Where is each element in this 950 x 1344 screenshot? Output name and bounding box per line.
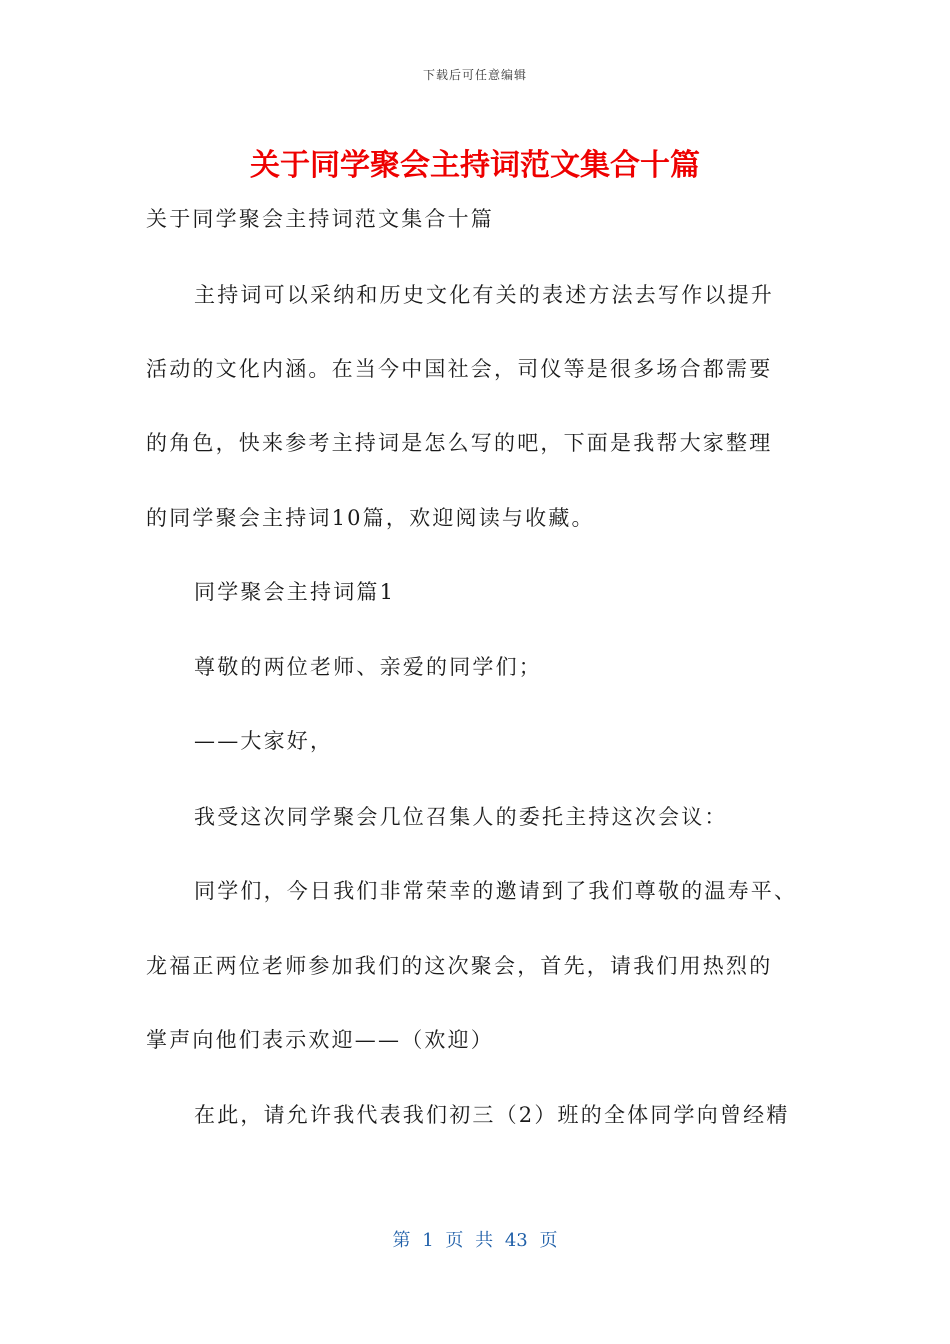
paragraph-line: 在此，请允许我代表我们初三（2）班的全体同学向曾经精 bbox=[194, 1103, 790, 1127]
paragraph-line: 的同学聚会主持词10篇，欢迎阅读与收藏。 bbox=[146, 506, 595, 530]
paragraph-line: ——大家好， bbox=[194, 729, 334, 753]
paragraph-line: 我受这次同学聚会几位召集人的委托主持这次会议： bbox=[194, 805, 728, 829]
header-note: 下载后可任意编辑 bbox=[422, 68, 527, 82]
paragraph-line: 活动的文化内涵。在当今中国社会，司仪等是很多场合都需要 bbox=[146, 357, 773, 381]
paragraph-line: 龙福正两位老师参加我们的这次聚会，首先，请我们用热烈的 bbox=[146, 954, 773, 978]
section-heading: 同学聚会主持词篇1 bbox=[194, 580, 396, 604]
paragraph-line: 的角色，快来参考主持词是怎么写的吧，下面是我帮大家整理 bbox=[146, 431, 773, 455]
paragraph-line: 掌声向他们表示欢迎——（欢迎） bbox=[146, 1028, 494, 1052]
paragraph-line: 主持词可以采纳和历史文化有关的表述方法去写作以提升 bbox=[194, 283, 774, 307]
paragraph-line: 尊敬的两位老师、亲爱的同学们； bbox=[194, 655, 542, 679]
page-number-footer: 第 1 页 共 43 页 bbox=[392, 1230, 558, 1251]
document-title: 关于同学聚会主持词范文集合十篇 bbox=[250, 148, 700, 183]
paragraph-line: 同学们，今日我们非常荣幸的邀请到了我们尊敬的温寿平、 bbox=[194, 879, 798, 903]
subtitle-line: 关于同学聚会主持词范文集合十篇 bbox=[146, 207, 494, 231]
